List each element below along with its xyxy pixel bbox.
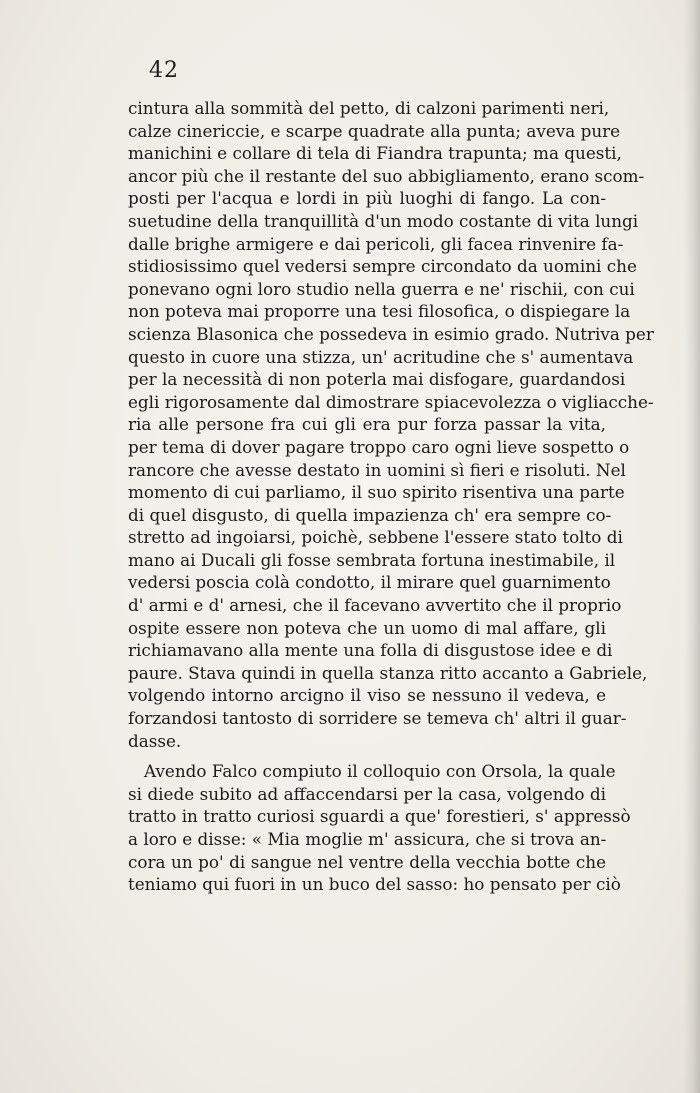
- text-line: ospite essere non poteva che un uomo di mal affare, gli: [128, 617, 606, 638]
- text-line: egli rigorosamente dal dimostrare spiacevolezza o vigliacche-: [128, 391, 654, 412]
- text-line: cora un po' di sangue nel ventre della vecchia botte che: [128, 851, 606, 872]
- text-line: rancore che avesse destato in uomini sì fieri e risoluti. Nel: [128, 459, 626, 480]
- body-text: [128, 97, 654, 896]
- text-line: d' armi e d' arnesi, che il facevano avvertito che il proprio: [128, 595, 622, 616]
- text-line: calze cinericcie, e scarpe quadrate alla punta; aveva pure: [128, 120, 621, 141]
- text-line: suetudine della tranquillità d'un modo costante di vita lungi: [128, 210, 639, 231]
- text-line: questo in cuore una stizza, un' acritudine che s' aumentava: [128, 346, 634, 367]
- text-line: per la necessità di non poterla mai disfogare, guardandosi: [128, 369, 626, 390]
- text-line: richiamavano alla mente una folla di disgustose idee e di: [128, 640, 613, 661]
- text-line: momento di cui parliamo, il suo spirito risentiva una parte: [128, 482, 625, 503]
- text-line: si diede subito ad affaccendarsi per la casa, volgendo di: [128, 783, 606, 804]
- text-line: tratto in tratto curiosi sguardi a que' forestieri, s' appressò: [128, 806, 631, 827]
- text-line: manichini e collare di tela di Fiandra trapunta; ma questi,: [128, 143, 622, 164]
- text-line: volgendo intorno arcigno il viso se nessuno il vedeva, e: [128, 685, 606, 706]
- page-edge-shadow: [684, 0, 700, 1093]
- text-line: vedersi poscia colà condotto, il mirare quel guarnimento: [128, 572, 611, 593]
- page-number: 42: [149, 58, 179, 83]
- text-line: di quel disgusto, di quella impazienza ch' era sempre co-: [128, 504, 612, 525]
- text-line: dasse.: [128, 730, 182, 751]
- text-line: scienza Blasonica che possedeva in esimio grado. Nutriva per: [128, 323, 654, 344]
- text-line: non poteva mai proporre una tesi filosofica, o dispiegare la: [128, 301, 631, 322]
- text-line: mano ai Ducali gli fosse sembrata fortuna inestimabile, il: [128, 549, 616, 570]
- text-line: cintura alla sommità del petto, di calzoni parimenti neri,: [128, 98, 610, 118]
- text-line: Avendo Falco compiuto il colloquio con Orsola, la quale: [144, 761, 616, 782]
- text-line: a loro e disse: « Mia moglie m' assicura, che si trova an-: [128, 829, 607, 849]
- text-line: ponevano ogni loro studio nella guerra e ne' rischii, con cui: [128, 278, 635, 299]
- text-line: forzandosi tantosto di sorridere se temeva ch' altri il guar-: [128, 708, 627, 729]
- text-line: stidiosissimo quel vedersi sempre circondato da uomini che: [128, 256, 637, 277]
- text-line: dalle brighe armigere e dai pericoli, gli facea rinvenire fa-: [128, 233, 624, 254]
- paragraph-gap: [128, 752, 606, 760]
- text-line: per tema di dover pagare troppo caro ogni lieve sospetto o: [128, 436, 630, 457]
- text-line: posti per l'acqua e lordi in più luoghi di fango. La con-: [128, 188, 606, 209]
- text-line: stretto ad ingoiarsi, poichè, sebbene l'essere stato tolto di: [128, 527, 623, 548]
- paragraph-1: [128, 97, 654, 752]
- paragraph-2: [128, 760, 631, 896]
- text-line: paure. Stava quindi in quella stanza ritto accanto a Gabriele,: [128, 662, 648, 683]
- text-line: ria alle persone fra cui gli era pur forza passar la vita,: [128, 414, 606, 435]
- text-line: ancor più che il restante del suo abbigliamento, erano scom-: [128, 165, 645, 186]
- text-line: teniamo qui fuori in un buco del sasso: ho pensato per ciò: [128, 874, 621, 895]
